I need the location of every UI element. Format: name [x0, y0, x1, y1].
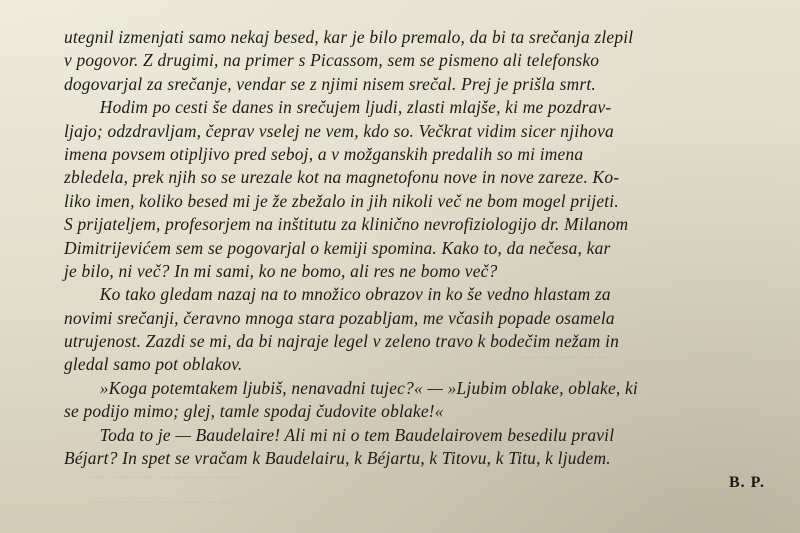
text-line: gledal samo pot oblakov.: [64, 354, 243, 375]
body-text: [64, 26, 800, 470]
bleed-through-text: ··· ···· ···· ·· ····· ······: [520, 350, 607, 364]
text-line: zbledela, prek njih so se urezale kot na magnetofonu nove in nove zareze. Ko-: [64, 167, 620, 188]
text-line: v pogovor. Z drugimi, na primer s Picassom, sem se pismeno ali telefonsko: [64, 50, 600, 71]
text-line: Toda to je — Baudelaire! Ali mi ni o tem Baudelairovem besedilu pravil: [99, 424, 615, 445]
text-line: liko imen, koliko besed mi je že zbežalo in jih nikoli več ne bom mogel prijeti.: [64, 190, 619, 211]
text-line: utegnil izmenjati samo nekaj besed, kar je bilo premalo, da bi ta srečanja zlepil: [64, 27, 634, 47]
text-line: novimi srečanji, čeravno mnoga stara pozabljam, me včasih popade osamela: [64, 307, 615, 328]
text-line: ljajo; odzdravljam, čeprav vselej ne vem, kdo so. Večkrat vidim sicer njihova: [64, 120, 614, 141]
quote-line: se podijo mimo; glej, tamle spodaj čudovite oblake!«: [64, 401, 444, 422]
text-line: je bilo, ni več? In mi sami, ko ne bomo, ali res ne bomo več?: [64, 260, 498, 281]
text-line: imena povsem otipljivo pred seboj, a v možganskih predalih so mi imena: [64, 143, 584, 164]
text-line: Dimitrijevićem sem se pogovarjal o kemiji spomina. Kako to, da nečesa, kar: [64, 237, 611, 258]
text-line: Ko tako gledam nazaj na to množico obrazov in ko še vedno hlastam za: [99, 284, 611, 305]
text-line: S prijateljem, profesorjem na inštitutu za klinično nevrofiziologijo dr. Milanom: [64, 214, 629, 235]
quote-line: »Koga potemtakem ljubiš, nenavadni tujec?« — »Ljubim oblake, oblake, ki: [99, 377, 638, 398]
text-line: Béjart? In spet se vračam k Baudelairu, k Béjartu, k Titovu, k Titu, k ljudem.: [64, 448, 611, 469]
bleed-through-text: ······ ·· ······· ····· ···· ······ ····· ·· ······: [90, 470, 243, 484]
text-line: Hodim po cesti še danes in srečujem ljudi, zlasti mlajše, ki me pozdrav-: [99, 97, 612, 118]
bleed-through-text: ····· ··· ········· ····· ······· ······ ·······: [90, 495, 234, 509]
author-signature: B. P.: [729, 474, 765, 491]
text-line: utrujenost. Zazdi se mi, da bi najraje legel v zeleno travo k bodečim nežam in: [64, 331, 620, 352]
text-line: dogovarjal za srečanje, vendar se z njimi nisem srečal. Prej je prišla smrt.: [64, 73, 596, 94]
